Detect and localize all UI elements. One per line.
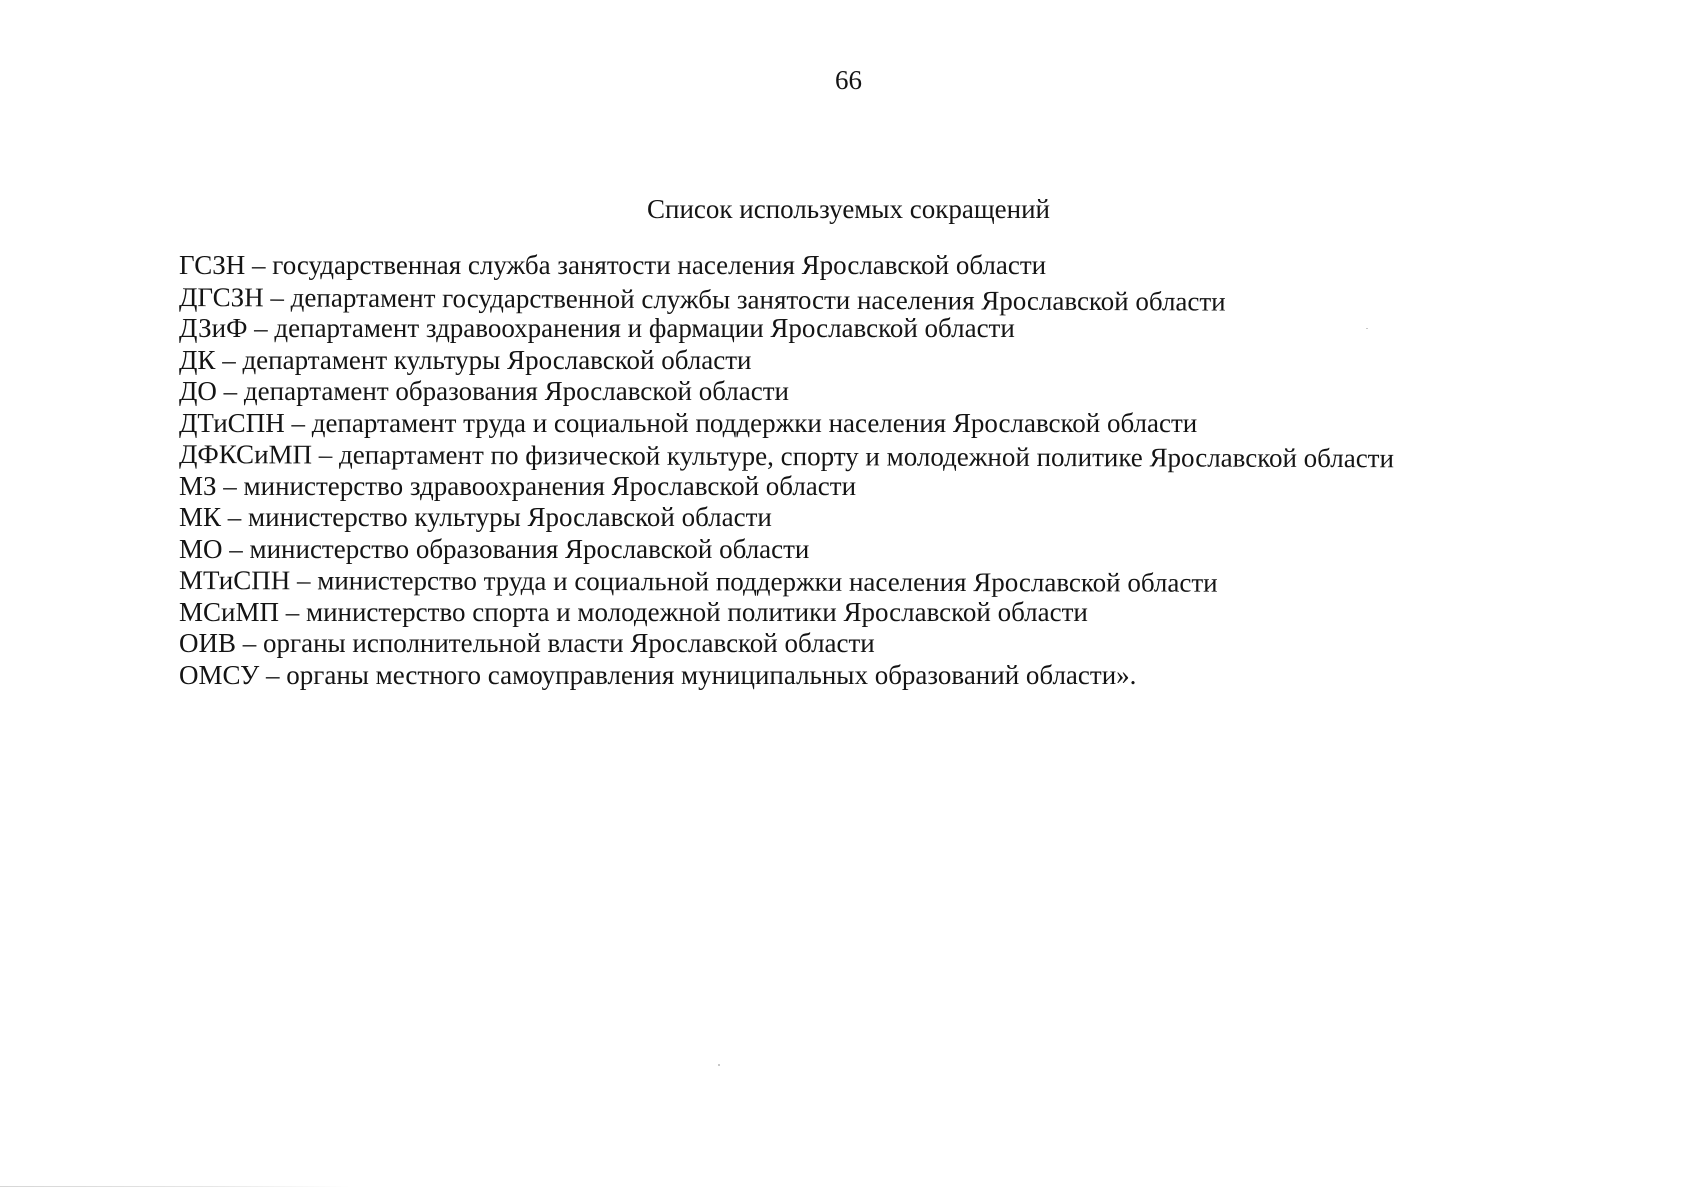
separator: –: [216, 376, 244, 406]
list-item: [179, 502, 1659, 534]
abbreviation-definition: департамент культуры Ярославской области: [242, 344, 752, 375]
page-number: 66: [835, 65, 862, 95]
abbreviation: МТиСПН: [178, 565, 291, 596]
abbreviation-definition: департамент здравоохранения и фармации Ярославской области: [274, 313, 1015, 343]
separator: –: [247, 313, 275, 343]
abbreviation-definition: государственная служба занятости населения Ярославской области: [272, 250, 1047, 280]
separator: –: [221, 502, 249, 532]
abbreviation: МК: [179, 502, 222, 532]
separator: –: [236, 628, 264, 658]
abbreviation-definition: министерство здравоохранения Ярославской области: [243, 470, 857, 501]
abbreviation-list: [179, 250, 1659, 691]
scan-speck: [718, 1064, 720, 1066]
abbreviation: МЗ: [179, 470, 217, 501]
separator: –: [245, 250, 273, 280]
list-item: [179, 376, 1659, 408]
abbreviation: ДТиСПН: [179, 407, 285, 438]
abbreviation-definition: органы местного самоуправления муниципальных образований области».: [286, 659, 1137, 690]
abbreviation: ДЗиФ: [179, 313, 248, 343]
abbreviation-definition: министерство культуры Ярославской области: [248, 502, 772, 532]
abbreviation-definition: министерство образования Ярославской области: [249, 533, 810, 564]
abbreviation: ДФКСиМП: [178, 439, 313, 470]
list-item: [179, 565, 1659, 600]
list-item: [179, 408, 1659, 440]
scan-edge-line: [0, 1186, 350, 1187]
list-item: [179, 345, 1659, 377]
list-item: [179, 660, 1659, 692]
list-item: [179, 250, 1659, 282]
abbreviation: ДК: [179, 344, 216, 375]
list-item: [179, 534, 1659, 566]
abbreviation-definition: департамент труда и социальной поддержки населения Ярославской области: [311, 407, 1198, 438]
abbreviation: ОИВ: [179, 628, 237, 658]
page-title: Список используемых сокращений: [647, 194, 1050, 224]
separator: –: [259, 659, 287, 690]
separator: –: [215, 344, 243, 375]
scan-speck: [1366, 328, 1368, 329]
list-item: [179, 439, 1659, 476]
list-item: [179, 628, 1659, 660]
separator: –: [222, 533, 250, 564]
abbreviation-definition: органы исполнительной власти Ярославской области: [263, 628, 875, 658]
abbreviation-definition: министерство спорта и молодежной политики Ярославской области: [305, 596, 1088, 627]
separator: –: [263, 281, 291, 312]
separator: –: [290, 565, 318, 596]
separator: –: [216, 470, 244, 501]
abbreviation: ДО: [179, 376, 217, 406]
abbreviation-definition: департамент по физической культуре, спорту и молодежной политике Ярославской области: [339, 439, 1395, 474]
abbreviation-definition: департамент государственной службы занятости населения Ярославской области: [290, 281, 1226, 317]
list-item: [179, 597, 1659, 629]
separator: –: [278, 596, 306, 627]
abbreviation-definition: департамент образования Ярославской области: [243, 376, 789, 406]
abbreviation: МО: [179, 533, 223, 564]
separator: –: [312, 439, 340, 470]
list-item: [179, 282, 1659, 320]
abbreviation: ГСЗН: [179, 250, 246, 280]
abbreviation: ДГСЗН: [178, 281, 264, 312]
list-item: [179, 471, 1659, 503]
separator: –: [284, 407, 312, 438]
abbreviation-definition: министерство труда и социальной поддержки населения Ярославской области: [317, 565, 1218, 598]
abbreviation: ОМСУ: [179, 659, 260, 690]
abbreviation: МСиМП: [179, 596, 279, 627]
